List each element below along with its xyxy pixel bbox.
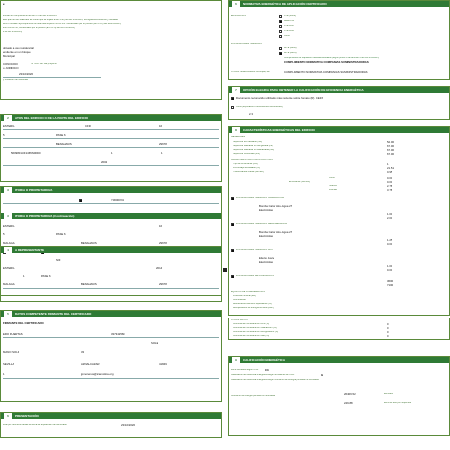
- heating-value: 2.00: [387, 217, 393, 220]
- row-value: 67.00: [387, 149, 394, 152]
- cooling-fuel: Electricidad: [259, 235, 274, 238]
- section-other-data: [228, 318, 450, 340]
- cooling-checkbox[interactable]: [231, 223, 234, 226]
- other-value: 0: [387, 323, 389, 326]
- other-value: 0: [387, 335, 389, 338]
- heating-value: 1.00: [387, 213, 393, 216]
- s1-line: s de RD 235/2013): [3, 31, 23, 33]
- lighting-value: 7100: [387, 284, 394, 287]
- rbe-cte-label: RBE/CTE: [284, 20, 294, 22]
- floor: PASE 6: [56, 134, 66, 137]
- row-value: 0.95: [387, 171, 393, 174]
- u-label: Puentes: [329, 189, 338, 191]
- rep-n: 1: [23, 275, 25, 278]
- street-number: 16: [159, 125, 163, 128]
- version: 2.3: [249, 113, 253, 116]
- s1-option: o JURÍDICO: [3, 67, 19, 70]
- left-column: [0, 0, 222, 450]
- section-4-header: 4 A REPRESENTANTE: [1, 247, 221, 253]
- row-value: 1: [387, 163, 389, 166]
- lighting-value: 3600: [387, 280, 394, 283]
- r9-header: 9 CALIFICACIÓN ENERGÉTICA: [229, 357, 449, 363]
- s1-line: emitido en cumplimiento del art.1.1 del RD 235/2013.: [3, 15, 58, 17]
- s1-option: CONOCIDO: [3, 63, 19, 66]
- rep-street: ESTERIL: [3, 267, 15, 270]
- r6-compliance-2: CUMPLIMIENTO NORMATIVA COMPAÑÍAS SUMINISTRADORAS: [284, 61, 369, 64]
- u-label: Huecos: [329, 185, 337, 187]
- s1-project-label: IV TFM. FE. DE proyecto: [31, 63, 57, 65]
- r8-general: GENERALES: [231, 136, 246, 138]
- row-label: Tipo de envolvente (m2): [233, 163, 258, 165]
- s1-line: ificio o unidad cuya superficie útil total sea superior a 250 m2. frecuentado por el público (art.3.1.b) del RD235/2013): [3, 23, 122, 25]
- acs-title: INSTALACIONES TÉRMICAS: ACS: [236, 249, 273, 251]
- climate-zone-label: Zona climática según CTE:: [231, 369, 259, 371]
- s1-date: 23/10/2020: [19, 73, 33, 76]
- cooling-system: Bomba Calor Aire-Agua 2T: [259, 231, 293, 234]
- stair: 5: [3, 134, 5, 137]
- rep-floor: PASE 6: [41, 275, 51, 278]
- cte-2019-checkbox[interactable]: [279, 30, 282, 33]
- cogen-row: Recuperación de energía térmica (kWh): [233, 307, 274, 309]
- rep-province: MALAGA: [3, 283, 15, 286]
- owner-street: ESTERIL: [3, 225, 15, 228]
- section-opcion: [228, 86, 450, 120]
- row-value: 21.51: [387, 167, 394, 170]
- r6-otros: OTRAS: Modernización municipal, etc.: [231, 71, 271, 73]
- u-value: 0.00: [387, 177, 393, 180]
- r6-compliance-3: CUMPLIMIENTO NORMATIVA COMPAÑÍAS SUMINISTRADORAS: [284, 71, 368, 74]
- co2-label: Calificación de eficiencia energética según emisiones de CO2:: [231, 374, 295, 376]
- primary-label: Calificación de eficiencia energética según consumo de energía primaria no renovable:: [231, 379, 320, 381]
- acs-system: Efecto Joule: [259, 257, 275, 260]
- heating-title: INSTALACIONES TÉRMICAS: CALEFACCIÓN: [236, 197, 285, 199]
- u-value: 3.78: [387, 189, 393, 192]
- section-rating: [228, 356, 450, 436]
- cte-2006-label: CTE (2006): [284, 15, 296, 17]
- owner-number: 16: [159, 225, 163, 228]
- postal-code: 29678: [159, 143, 167, 146]
- signer-nif: 33734256N: [111, 333, 126, 336]
- other-row: Contribución renovable en total (%): [233, 335, 270, 337]
- owner-locality: BENAHAVIS: [81, 242, 97, 245]
- cooling-title: INSTALACIONES TÉRMICAS: REFRIGERACIÓN: [236, 223, 288, 225]
- road-type: CFR: [85, 125, 91, 128]
- acs-value: 0.00: [387, 269, 393, 272]
- row-label: Transmitancia media (W/m2K): [233, 171, 264, 173]
- recognized-doc-checkbox[interactable]: [231, 97, 234, 100]
- rep-nif: NIF: [56, 259, 61, 262]
- presentation-text: ficial por dos años desde la fecha de expedición del certificado: [3, 424, 67, 426]
- otros-checkbox[interactable]: [279, 35, 282, 38]
- recognized-doc-label: Documento reconocido utilizado más reciente sobre fomato (R). CE3X: [236, 97, 324, 100]
- other-value: 0: [387, 327, 389, 330]
- co2-grade: G: [321, 374, 324, 377]
- consumption-unit: kWh/año: [384, 393, 394, 395]
- section-general-info: [0, 0, 222, 100]
- consumption-total: 26406.52: [344, 393, 356, 396]
- heating-checkbox[interactable]: [231, 197, 234, 200]
- row-value: 52.00: [387, 141, 394, 144]
- row-label: Superficie habitable no refrigerada (m2): [233, 145, 274, 147]
- other-row: Contribución renovable en Refrigeración (%): [233, 331, 279, 333]
- consumption-per-m2: 249.88: [344, 402, 353, 405]
- u-label: Otros: [329, 177, 335, 179]
- u-value: 0.00: [387, 181, 393, 184]
- cogen-row: Combustible: [233, 299, 246, 301]
- other-doc-label: Otros (explicativo o documentos reconocidos): [236, 106, 283, 108]
- section-3b-header: 3 ITOR/A O PROPIETARIO/A (Continuación): [1, 213, 221, 219]
- section-2-header: 2 ATOS DEL EDIFICIO O DE LA PARTE DEL EDIFICIO: [1, 115, 221, 121]
- acs-fuel: Electricidad: [259, 261, 274, 264]
- row-value: 67.00: [387, 145, 394, 148]
- heating-fuel: Electricidad: [259, 209, 274, 212]
- cooling-value: 1.25: [387, 239, 393, 242]
- rite-2013-checkbox[interactable]: [279, 52, 282, 55]
- signer-province: SEVILLA: [3, 363, 15, 366]
- cogen-row: Rendimiento eléctrico equivalente (%): [233, 303, 272, 305]
- lighting-checkbox[interactable]: [231, 275, 234, 278]
- other-value: 0: [387, 331, 389, 334]
- cogen-row: Potencia nominal (kW): [233, 295, 257, 297]
- section-presentation: [0, 412, 222, 438]
- cte-2013-checkbox[interactable]: [279, 25, 282, 28]
- signer-street: MANO SOLF: [3, 351, 20, 354]
- street-name: ESTERIL: [3, 125, 15, 128]
- field-1: 1: [111, 152, 113, 155]
- r6-header: 6 NORMATIVA ENERGÉTICA DE APLICACIÓN CERTIFICADO: [229, 1, 449, 7]
- other-data-title: OTROS DATOS: [231, 319, 248, 321]
- other-row: Contribución renovable en ACS (%): [233, 323, 270, 325]
- rep-code: 2014: [156, 267, 163, 270]
- rite-2013-label: RITE (2013): [284, 52, 297, 54]
- cooling-value: 0.00: [387, 243, 393, 246]
- r8-envelope: CARACTERÍSTICAS CONSTRUCTIVAS: [231, 159, 273, 161]
- cte-2013-label: CTE 2013: [284, 25, 295, 27]
- s1-line: erior a 250 m2, frecuentado por el público (art.3.1.b) del RD 235/2013): [3, 27, 75, 29]
- rep-locality: BENAHAVIS: [81, 283, 97, 286]
- section-1-title: e: [3, 3, 5, 6]
- owner-type-checkbox[interactable]: [79, 199, 82, 202]
- signer-number: 33: [81, 351, 85, 354]
- consumption-label: Consumo de energía primaria no renovable: [231, 395, 276, 397]
- column-gap: [223, 0, 227, 450]
- otros-label: Otros: [284, 35, 290, 37]
- acs-checkbox[interactable]: [231, 249, 234, 252]
- rep-postal: 29678: [159, 283, 167, 286]
- section-normativa: [228, 0, 450, 80]
- locality: BENAHAVIS: [56, 143, 72, 146]
- owner-postal: 29678: [159, 242, 167, 245]
- row-label: Porcentaje acristalado (%): [233, 167, 260, 169]
- climate-zone: C3: [265, 369, 269, 372]
- rbe-cte-checkbox[interactable]: [279, 20, 282, 23]
- r8-header: 8 CARACTERÍSTICAS ENERGÉTICAS DEL EDIFICIO: [229, 127, 449, 133]
- cte-2006-checkbox[interactable]: [279, 15, 282, 18]
- consumption-unit-m2: kWh/m2 año por superficie: [384, 402, 412, 404]
- s1-option: olinado a uso residencial: [3, 47, 34, 50]
- signer-year: SOLE: [151, 342, 159, 345]
- other-doc-checkbox[interactable]: [231, 106, 234, 109]
- rite-2006-label: RITE (2006): [284, 47, 297, 49]
- cogeneration-title: EQUIPOS DE COGENERACIÓN: [231, 291, 265, 293]
- r6-building-label: EDIFICACIÓN: [231, 15, 246, 17]
- signer-postal: 41849: [159, 363, 167, 366]
- section-representative: [0, 246, 222, 302]
- signer-subtitle: FIRMANTE DEL CERTIFICADO: [3, 322, 44, 325]
- s1-option: endiente en un bloque: [3, 51, 31, 54]
- s1-footer: y ubicación de viviendas: [3, 79, 28, 81]
- section-characteristics: [228, 126, 450, 316]
- section-5-header: 5 DATOS COMPETENTE FIRMANTE DEL CERTIFICADO: [1, 311, 221, 317]
- owner-stair: 5: [3, 233, 5, 236]
- row-label: Superficie construida (m2): [233, 153, 260, 155]
- owner-floor: PASE 6: [56, 233, 66, 236]
- field-2: 1: [161, 152, 163, 155]
- s1-option: Municipal: [3, 55, 15, 58]
- row-value: 67.00: [387, 153, 394, 156]
- section-6-header: 6 PRESENTACIÓN: [1, 413, 221, 419]
- rite-2006-checkbox[interactable]: [279, 47, 282, 50]
- other-row: Contribución renovable en Calefacción (%): [233, 327, 277, 329]
- lighting-title: INSTALACIONES DE ILUMINACIÓN: [236, 275, 274, 277]
- construction-year: 2002: [101, 161, 108, 164]
- owner-province: MALAGA: [3, 242, 15, 245]
- acs-value: 1.00: [387, 265, 393, 268]
- section-signer: [0, 310, 222, 402]
- signer-locality: AZNALCAZAR: [81, 363, 100, 366]
- r6-inst-label: INSTALACIONES TÉRMICAS: [231, 43, 262, 45]
- page-marker: [223, 268, 227, 272]
- section-building-data: [0, 114, 222, 182]
- presentation-date: 23/10/2020: [121, 424, 135, 427]
- signer-phone: 1: [3, 373, 5, 376]
- u-label: Envolvente (W/m2K): [289, 181, 311, 183]
- heating-system: Bomba Calor Aire-Agua 2T: [259, 205, 293, 208]
- right-column: [228, 0, 450, 450]
- signer-name: ERO FUERTAS: [3, 333, 23, 336]
- u-value: 2.78: [387, 185, 393, 188]
- signer-email: jpmorenos@icamolina.org: [81, 373, 114, 376]
- row-label: Superficie útil habitable (m2): [233, 141, 263, 143]
- cadastral-ref: 5609801UF1465N00D0: [11, 152, 41, 155]
- s1-line: ales que se han realizado de modo que se sujete al art.1.1b) del RD 235/2013, los siguientes edificios y unidades: [3, 19, 119, 21]
- section-3-header: 3 ITOR/A O PROPIETARIO/A: [1, 187, 221, 193]
- row-label: Superficie habitable no calefactada (m2): [233, 149, 275, 151]
- owner-nif: Y30000YA: [111, 199, 125, 202]
- cte-2019-label: CTE 2019: [284, 30, 295, 32]
- r7-header: 7 OPCIÓN ELEGIDA PARA OBTENER LA CALIFICACIÓN DE EFICIENCIA ENERGÉTICA: [229, 87, 449, 93]
- r6-compliance-1: Cumplimiento de requisitos medioambientales (según punto 6 del artículo 6 del RD 235/2013): [284, 57, 380, 59]
